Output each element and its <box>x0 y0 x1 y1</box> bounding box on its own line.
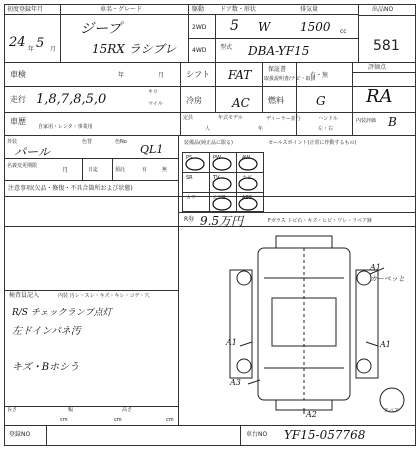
length-unit: cm <box>60 417 68 423</box>
circle-mark <box>239 198 257 210</box>
damage-arrow <box>366 342 378 346</box>
drive-2wd: 2WD <box>192 24 207 31</box>
circle-mark <box>239 158 257 170</box>
equip-pw: PW <box>213 155 221 161</box>
score-hw: RA <box>366 86 393 107</box>
wheel-fl <box>237 271 251 285</box>
damage-a3: A3 <box>230 378 241 387</box>
divider <box>178 135 179 425</box>
shape-hw: W <box>258 20 271 34</box>
shaken-label: 車検 <box>10 70 26 79</box>
divider <box>46 425 47 446</box>
r-ticket-value: 9.5万円 <box>200 214 244 228</box>
divider <box>82 158 83 180</box>
interior-label: 内装評価 <box>356 118 377 124</box>
carname-label: 車名・グレード <box>100 6 143 13</box>
divider <box>4 62 416 63</box>
damage-a1-top: A1 <box>370 263 381 272</box>
usage-sub: 自家用・レンタ・事業用 <box>38 124 93 130</box>
equip-airbag: エアB <box>212 195 226 201</box>
wheel-rl <box>237 359 251 373</box>
model-hw: DBA-YF15 <box>248 44 310 58</box>
right-side <box>356 270 378 378</box>
warranty-sub: 取扱説明書/ナビ・取扱 <box>264 76 316 82</box>
divider <box>215 62 216 112</box>
cc-unit: cc <box>340 28 347 35</box>
recycle-label: 預託 <box>115 167 126 173</box>
lot-number: 581 <box>373 38 400 54</box>
divider <box>180 62 181 135</box>
equip-sr: SR <box>186 175 193 181</box>
width-unit: cm <box>114 417 122 423</box>
divider <box>4 290 178 291</box>
chassis-hw: YF15-057768 <box>284 428 366 442</box>
inspector-note-2: 左ドインパネ汚 <box>12 326 81 337</box>
divider <box>4 180 178 181</box>
equip-tv: TV <box>213 175 220 181</box>
equip-aw: AW <box>242 155 251 161</box>
doors-hw: 5 <box>230 18 239 34</box>
shift-hw: FAT <box>228 68 252 82</box>
year-unit: 年 <box>28 46 35 53</box>
width-label: 幅 <box>68 407 74 413</box>
color-no-label: 色No <box>115 139 127 145</box>
color-no-hw: QL1 <box>140 143 164 156</box>
grade-hw: 15RX ラシブレ <box>92 42 177 56</box>
km-label: キロ <box>148 89 159 95</box>
capacity-unit: 人 <box>205 126 211 132</box>
circle-mark <box>186 158 204 170</box>
shift-label: シフト <box>186 70 210 79</box>
date-label: 日迄 <box>88 167 99 173</box>
divider <box>188 4 189 62</box>
front-bumper <box>276 236 332 248</box>
equip-ps: PS <box>186 155 193 161</box>
displacement-label: 排気量 <box>300 6 319 13</box>
namechange-label: 名義変更期限 <box>7 163 38 169</box>
drive-label: 駆動 <box>192 6 205 13</box>
car-diagram <box>180 228 416 424</box>
divider <box>4 135 416 136</box>
divider <box>4 14 358 15</box>
fuel-label: 燃料 <box>268 96 284 105</box>
divider <box>240 425 241 446</box>
score-label: 評価点 <box>368 64 387 71</box>
ac-label: 冷房 <box>186 96 202 105</box>
recycle-no: 無 <box>162 167 168 173</box>
doors-label: ドア数・形状 <box>220 6 256 13</box>
divider <box>112 158 113 180</box>
ac-hw: AC <box>232 96 250 110</box>
shaken-month: 月 <box>158 72 165 79</box>
equip-abs: ABS <box>242 195 252 201</box>
yearmodel-label: 年式モデル <box>218 115 243 121</box>
sales-point-label: セールスポイント(正常に作動するもの) <box>268 140 357 146</box>
divider <box>358 4 359 62</box>
equip-leather: カワ <box>186 195 197 201</box>
warranty-label: 保証書 <box>268 66 287 73</box>
inspector-tags: 内装 汚レ・スレ・キズ・キレ・コゲ・穴 <box>58 293 150 299</box>
regno-label: 登録NO <box>9 431 31 438</box>
r-ticket-label: R券 <box>184 216 195 223</box>
circle-mark <box>213 158 231 170</box>
divider <box>4 406 178 407</box>
damage-a2: A2 <box>306 410 317 419</box>
color-label: 色替 <box>82 139 93 145</box>
usage-label: 車歴 <box>10 117 26 126</box>
equipment-label: 装備品(純正品に限る) <box>184 140 233 146</box>
inspector-note-1: R/S チェックランプ点灯 <box>12 308 112 318</box>
damage-a1-left: A1 <box>226 338 237 347</box>
lot-label: 出品NO <box>372 6 394 13</box>
height-label: 高さ <box>122 407 133 413</box>
color-hw: パール <box>14 145 50 159</box>
yearmodel-unit: 年 <box>258 126 264 132</box>
capacity-label: 定員 <box>183 115 194 121</box>
inspector-label: 検査員記入 <box>9 292 40 299</box>
namechange-month: 月 <box>62 167 69 174</box>
divider <box>4 112 416 113</box>
cc-hw: 1500 <box>300 20 331 34</box>
left-side <box>230 270 252 378</box>
chassis-label: 車台NO <box>246 431 268 438</box>
dealer-label: ディーラー並行 <box>266 116 301 122</box>
divider <box>4 425 416 426</box>
divider <box>60 4 61 62</box>
inspector-note-3: キズ・Bホシう <box>12 362 80 373</box>
mileage-hw: 1,8,7,8,5,0 <box>36 92 107 107</box>
warranty-mark: 有・無 <box>310 72 329 79</box>
divider <box>188 38 358 39</box>
divider <box>352 72 416 73</box>
handle-opt: 左・右 <box>318 126 334 132</box>
month-unit: 月 <box>50 46 57 53</box>
first-reg-label: 初度登録年月 <box>7 6 44 13</box>
circle-mark <box>239 178 257 190</box>
divider <box>296 62 297 135</box>
model-label: 型式 <box>220 44 233 51</box>
divider <box>262 62 263 112</box>
mile-label: マイル <box>148 101 163 107</box>
handle-label: ハンドル <box>318 116 339 122</box>
equip-navi: ナビ <box>242 175 253 181</box>
notes-label: 注意事項(欠品・修復・不具合箇所および状態) <box>8 185 133 192</box>
drive-4wd: 4WD <box>192 47 207 54</box>
divider <box>358 15 416 16</box>
divider <box>4 86 416 87</box>
equipment-marks <box>182 152 264 212</box>
wheel-rr <box>357 359 371 373</box>
damage-arrow <box>240 342 252 346</box>
glass-options: Fガラス トビ石・キズ・ヒビ・ワレ・リペア跡 <box>268 218 373 224</box>
exterior-label: 外装 <box>7 139 18 145</box>
month-hw: 5 <box>36 36 45 51</box>
mileage-label: 走行 <box>10 95 26 104</box>
fuel-hw: G <box>316 94 326 108</box>
spare-label: スペア <box>384 408 400 414</box>
year-hw: 24 <box>9 35 26 50</box>
height-unit: cm <box>166 417 174 423</box>
car-name-hw: ジープ <box>80 21 122 37</box>
interior-hw: B <box>388 115 397 129</box>
shaken-year: 年 <box>118 72 125 79</box>
wheel-fr <box>357 271 371 285</box>
damage-a1-right: A1 <box>380 340 391 349</box>
damage-a1-top-sub: カーペッと <box>370 275 405 283</box>
recycle-yes: 有 <box>142 167 148 173</box>
length-label: 長さ <box>7 407 18 413</box>
circle-mark <box>213 178 231 190</box>
circle-mark <box>213 198 231 210</box>
